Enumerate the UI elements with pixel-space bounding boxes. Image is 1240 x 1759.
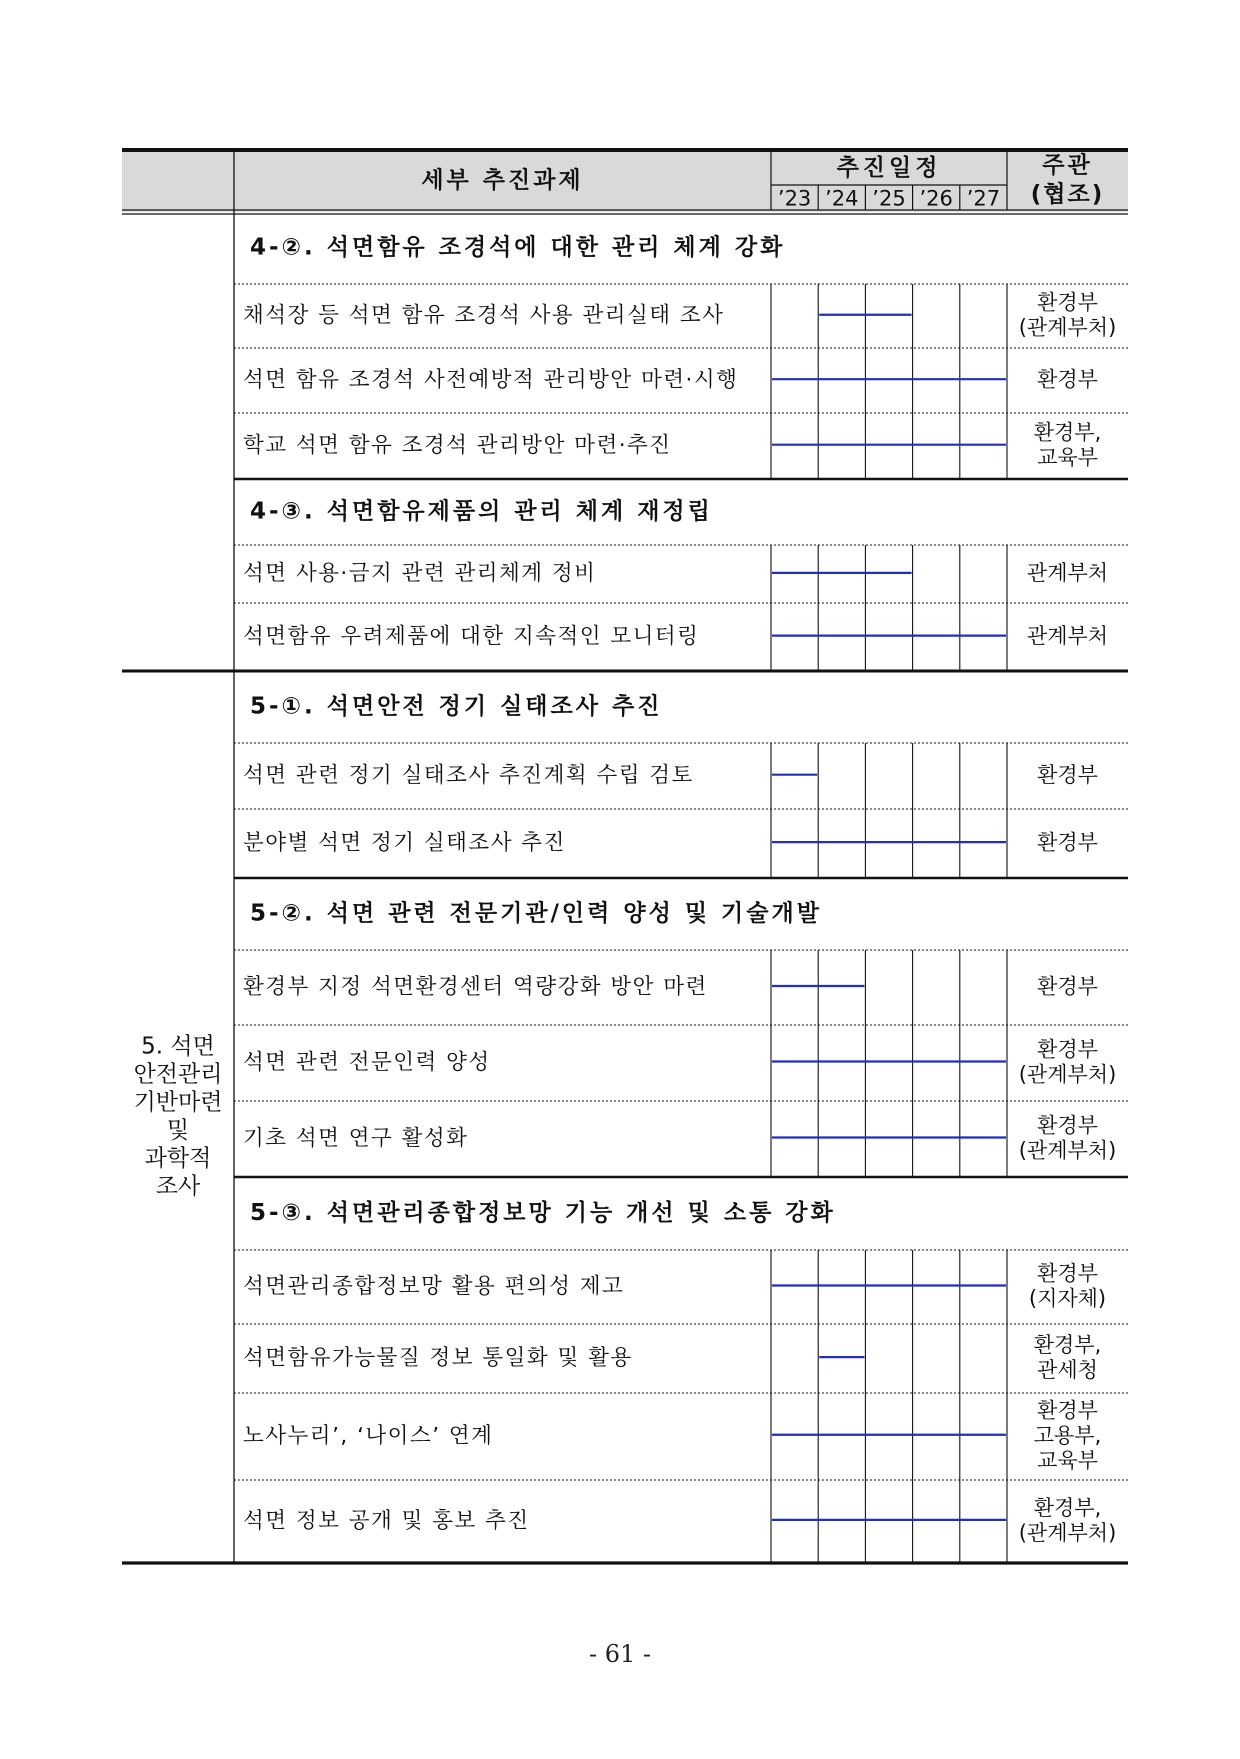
group-label: 기반마련 (133, 1089, 223, 1116)
group-label: 과학적 (144, 1145, 212, 1172)
section-title: 4-③. 석면함유제품의 관리 체계 재정립 (250, 498, 713, 525)
header-year-5: ’27 (966, 186, 1001, 211)
owner-label: (관계부처) (1018, 315, 1117, 340)
owner-label: 환경부 (1037, 830, 1098, 855)
task-label: 석면 관련 정기 실태조사 추진계획 수립 검토 (243, 763, 694, 788)
owner-label: 환경부, (1033, 420, 1102, 445)
task-label: 기초 석면 연구 활성화 (243, 1126, 469, 1151)
header-year-4: ’26 (919, 186, 953, 211)
header-year-2: ’24 (825, 186, 859, 211)
group-label: 안전관리 (133, 1061, 223, 1088)
owner-label: (관계부처) (1018, 1138, 1117, 1163)
page-number: - 61 - (588, 1640, 651, 1668)
owner-label: 환경부 (1037, 367, 1098, 392)
owner-label: (지자체) (1028, 1286, 1107, 1311)
task-label: 석면함유 우려제품에 대한 지속적인 모니터링 (243, 624, 700, 649)
task-label: 채석장 등 석면 함유 조경석 사용 관리실태 조사 (243, 303, 725, 328)
owner-label: 환경부 (1037, 290, 1098, 315)
owner-label: 관세청 (1037, 1358, 1098, 1382)
header-year-1: ’23 (777, 186, 812, 211)
owner-label: 관계부처 (1026, 561, 1109, 585)
task-label: 석면관리종합정보망 활용 편의성 제고 (243, 1274, 625, 1299)
section-title: 5-①. 석면안전 정기 실태조사 추진 (250, 693, 663, 720)
owner-label: 관계부처 (1026, 624, 1109, 648)
task-label: 노사누리’, ‘나이스’ 연계 (243, 1423, 494, 1449)
group-label: 조사 (155, 1173, 201, 1200)
task-label: 분야별 석면 정기 실태조사 추진 (243, 830, 566, 856)
owner-label: 교육부 (1037, 1448, 1098, 1473)
task-label: 석면 사용·금지 관련 관리체계 정비 (243, 561, 597, 586)
owner-label: 환경부 (1037, 763, 1098, 787)
group-label: 5. 석면 (141, 1033, 215, 1060)
section-title: 5-②. 석면 관련 전문기관/인력 양성 및 기술개발 (250, 900, 822, 927)
task-label: 학교 석면 함유 조경석 관리방안 마련·추진 (243, 433, 672, 458)
header-owner-line2: (협조) (1030, 181, 1105, 208)
task-label: 석면 정보 공개 및 홍보 추진 (243, 1508, 530, 1534)
section-title: 4-②. 석면함유 조경석에 대한 관리 체계 강화 (250, 234, 786, 261)
owner-label: 환경부 (1037, 1113, 1098, 1138)
task-label: 석면 관련 전문인력 양성 (243, 1050, 491, 1075)
owner-label: 환경부, (1033, 1496, 1102, 1520)
group-label: 및 (166, 1117, 190, 1144)
section-title: 5-③. 석면관리종합정보망 기능 개선 및 소통 강화 (250, 1200, 836, 1226)
owner-label: 환경부 (1037, 974, 1098, 999)
task-label: 환경부 지정 석면환경센터 역량강화 방안 마련 (243, 974, 708, 1000)
header-task-column: 세부 추진과제 (421, 167, 584, 194)
task-label: 석면 함유 조경석 사전예방적 관리방안 마련·시행 (243, 367, 739, 393)
owner-label: (관계부처) (1018, 1062, 1117, 1087)
header-year-3: ’25 (872, 186, 906, 211)
header-owner-line1: 주관 (1042, 152, 1093, 179)
owner-label: 환경부 (1037, 1261, 1098, 1286)
owner-label: 교육부 (1037, 445, 1098, 470)
owner-label: 환경부, (1033, 1333, 1102, 1357)
task-label: 석면함유가능물질 정보 통일화 및 활용 (243, 1345, 633, 1371)
owner-label: (관계부처) (1018, 1521, 1117, 1545)
header-corner-cell (122, 150, 234, 212)
owner-label: 환경부 (1037, 1037, 1098, 1062)
owner-label: 고용부, (1033, 1423, 1102, 1448)
header-schedule-title: 추진일정 (836, 155, 942, 181)
owner-label: 환경부 (1037, 1398, 1098, 1423)
